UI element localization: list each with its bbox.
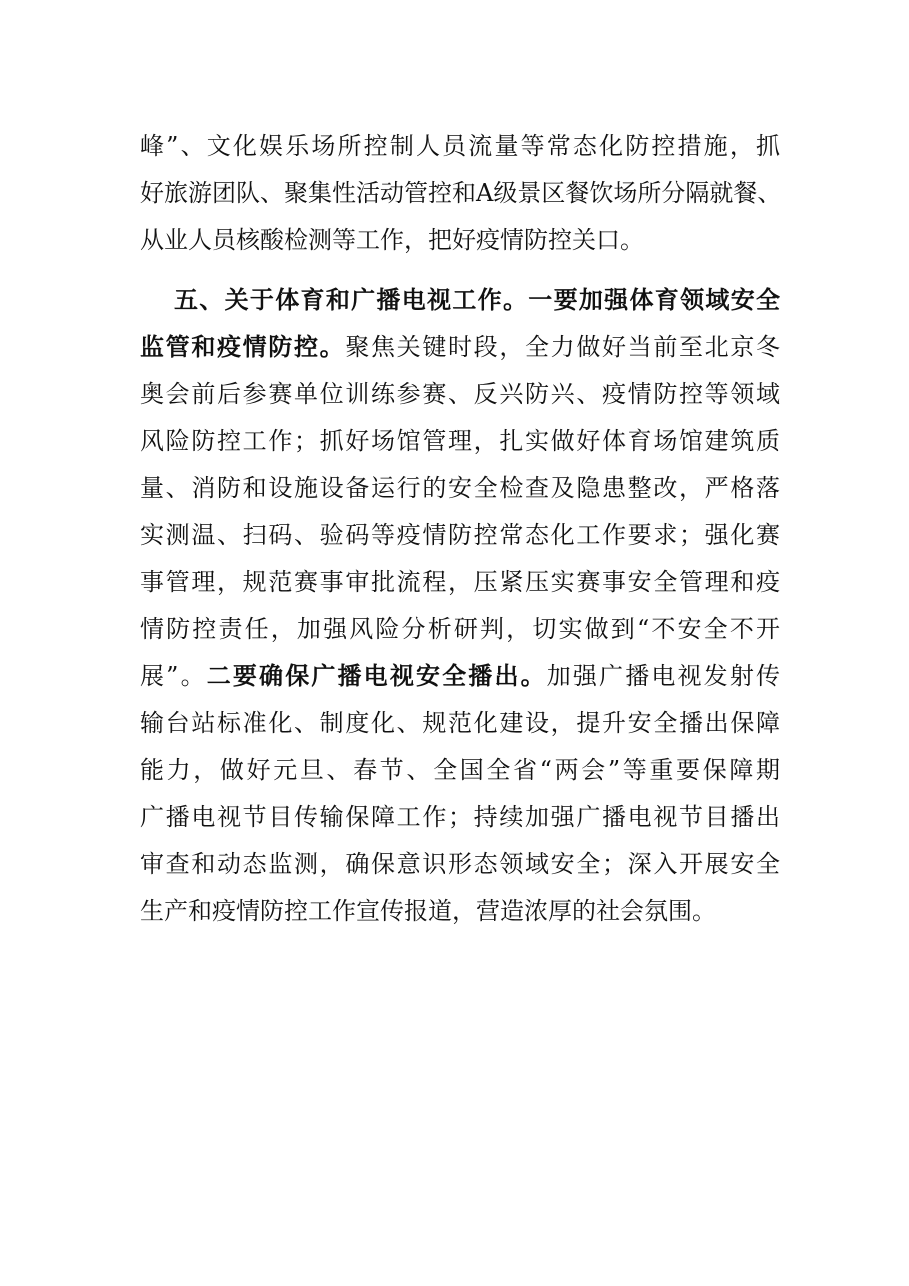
paragraph-line: 奥会前后参赛单位训练参赛、反兴防兴、疫情防控等领域 — [140, 380, 780, 408]
paragraph-line: 输台站标准化、制度化、规范化建设，提升安全播出保障 — [140, 709, 780, 737]
paragraph-line — [140, 323, 780, 371]
paragraph-line: 风险防控工作；抓好场馆管理，扎实做好体育场馆建筑质 — [140, 427, 780, 455]
paragraph-line: 量、消防和设施设备运行的安全检查及隐患整改，严格落 — [140, 474, 780, 502]
subheading-text: 监管和疫情防控。 — [140, 332, 346, 361]
paragraph-line: 实测温、扫码、验码等疫情防控常态化工作要求；强化赛 — [140, 521, 780, 549]
subheading-text: 二要确保广播电视安全播出。 — [206, 661, 547, 690]
body-text: 展”。 — [140, 662, 207, 690]
paragraph-line: 峰”、文化娱乐场所控制人员流量等常态化防控措施，抓 — [140, 132, 780, 160]
paragraph-line: 情防控责任，加强风险分析研判，切实做到“不安全不开 — [140, 615, 780, 643]
body-text: 加强广播电视发射传 — [546, 662, 780, 690]
paragraph-line: 好旅游团队、聚集性活动管控和A级景区餐饮场所分隔就餐、 — [140, 179, 782, 207]
paragraph-line: 广播电视节目传输保障工作；持续加强广播电视节目播出 — [140, 803, 780, 831]
section-heading: 五、关于体育和广播电视工作。一要加强体育领域安全 — [174, 285, 780, 314]
paragraph-line: 生产和疫情防控工作宣传报道，营造浓厚的社会氛围。 — [140, 897, 716, 925]
paragraph-line: 从业人员核酸检测等工作，把好疫情防控关口。 — [140, 226, 644, 254]
paragraph-line — [140, 652, 780, 700]
paragraph-line: 审查和动态监测，确保意识形态领域安全；深入开展安全 — [140, 850, 780, 878]
paragraph-line: 事管理，规范赛事审批流程，压紧压实赛事安全管理和疫 — [140, 568, 780, 596]
body-text: 聚焦关键时段，全力做好当前至北京冬 — [345, 333, 781, 361]
paragraph-line: 能力，做好元旦、春节、全国全省“两会”等重要保障期 — [140, 756, 780, 784]
